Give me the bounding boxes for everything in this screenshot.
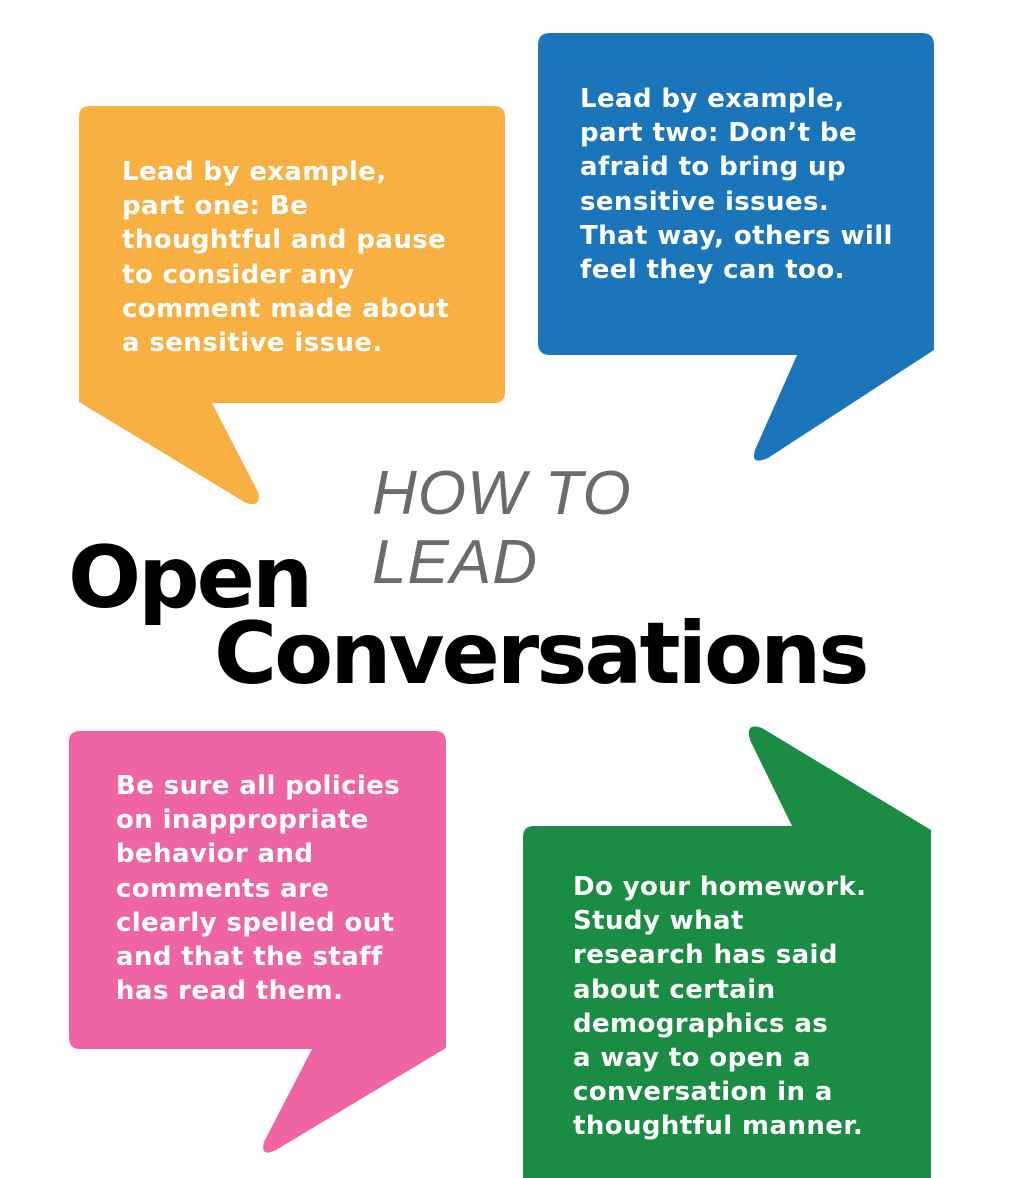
bubble-line: a sensitive issue. [122,328,383,359]
bubble-line: demographics as [573,1008,829,1039]
bubble-line: comment made about [122,293,450,324]
bubble-line: thoughtful manner. [573,1111,864,1142]
pink-bubble-text [116,769,400,1008]
bubble-line: clearly spelled out [116,907,395,938]
bubble-line: That way, others will [580,220,893,251]
orange-bubble-text [122,155,449,360]
bubble-line: feel they can too. [580,255,845,286]
bubble-line: Do your homework. [573,872,867,902]
bubble-line: conversation in a [573,1077,833,1108]
bubble-line: a way to open a [573,1043,811,1074]
bubble-line: afraid to bring up [580,152,846,183]
bubble-line: thoughtful and pause [122,225,447,256]
bubble-line: behavior and [116,839,314,870]
bubble-line: about certain [573,974,776,1005]
bubble-line: to consider any [122,259,355,290]
title-kicker-line-1: HOW TO [372,459,632,528]
title-headline-line-1: Open [68,528,311,628]
bubble-line: and that the staff [116,942,383,973]
bubble-line: part one: Be [122,191,309,222]
bubble-line: Be sure all policies [116,771,401,801]
bubble-line: on inappropriate [116,805,369,836]
bubble-line: research has said [573,940,838,971]
green-bubble-text [573,870,866,1144]
bubble-line: comments are [116,873,330,904]
bubble-line: has read them. [116,976,344,1007]
bubble-line: sensitive issues. [580,186,830,217]
bubble-line: Lead by example, [580,84,845,114]
bubble-line: part two: Don’t be [580,118,857,149]
title-headline-line-2: Conversations [214,604,867,704]
bubble-line: Lead by example, [122,157,387,187]
title-kicker-line-2: LEAD [372,528,538,597]
bubble-line: Study what [573,906,744,937]
blue-bubble-text [580,82,893,287]
